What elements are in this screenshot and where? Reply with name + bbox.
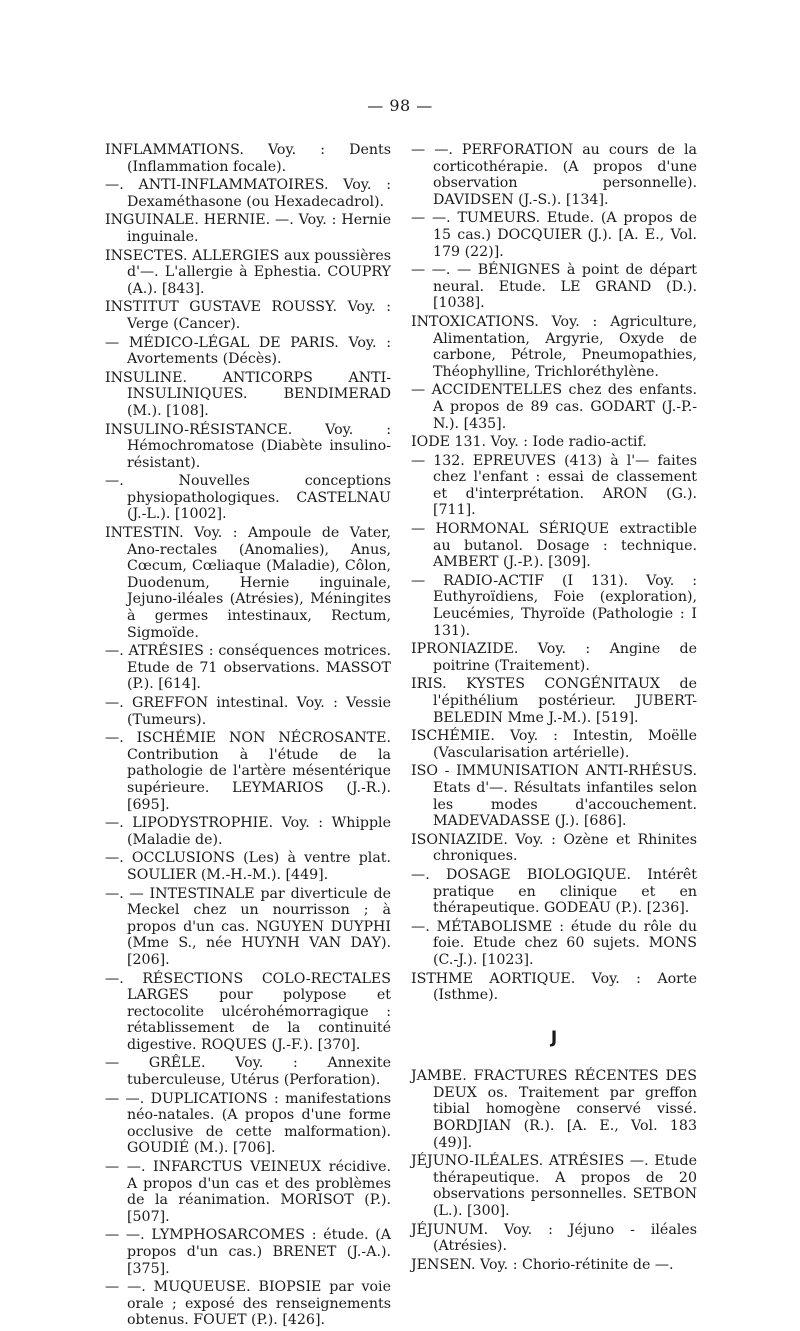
- index-entry: —. ANTI-INFLAMMATOIRES. Voy. : Dexaméthasone (ou Hexadecadrol).: [105, 177, 391, 210]
- index-entry: INFLAMMATIONS. Voy. : Dents (Inflammation focale).: [105, 142, 391, 175]
- index-entry: IRIS. KYSTES CONGÉNITAUX de l'épithélium postérieur. JUBERT-BELEDIN Mme J.-M.). [519].: [411, 676, 697, 726]
- index-entry: ISO - IMMUNISATION ANTI-RHÉSUS. Etats d'—. Résultats infantiles selon les modes d'accouchement. MADEVADASSE (J.). [686].: [411, 763, 697, 830]
- index-entry: —. — INTESTINALE par diverticule de Meckel chez un nourrisson ; à propos d'un cas. NGUYEN DUYPHI (Mme S., née HUYNH VAN DAY). [206].: [105, 885, 391, 968]
- index-entry: — —. TUMEURS. Etude. (A propos de 15 cas.) DOCQUIER (J.). [A. E., Vol. 179 (22)].: [411, 210, 697, 260]
- index-entry: —. GREFFON intestinal. Voy. : Vessie (Tumeurs).: [105, 695, 391, 728]
- index-entry: INTOXICATIONS. Voy. : Agriculture, Alimentation, Argyrie, Oxyde de carbone, Pétrole, Pneumopathies, Théophylline, Trichloréthylène.: [411, 313, 697, 380]
- index-entry: — GRÊLE. Voy. : Annexite tuberculeuse, Utérus (Perforation).: [105, 1055, 391, 1089]
- index-entry: —. MÉTABOLISME : étude du rôle du foie. Etude chez 60 sujets. MONS (C.-J.). [1023].: [411, 918, 697, 968]
- index-entry: INSULINO-RÉSISTANCE. Voy. : Hémochromatose (Diabète insulino-résistant).: [105, 421, 391, 471]
- left-column: [105, 142, 391, 1331]
- index-entry: — RADIO-ACTIF (I 131). Voy. : Euthyroïdiens, Foie (exploration), Leucémies, Thyroïde (Pathologie : I 131).: [411, 572, 697, 639]
- index-entry: INSTITUT GUSTAVE ROUSSY. Voy. : Verge (Cancer).: [105, 299, 391, 332]
- index-entry: INTESTIN. Voy. : Ampoule de Vater, Ano-rectales (Anomalies), Anus, Cœcum, Cœliaque (Maladie), Côlon, Duodenum, Hernie inguinale, Jejuno-iléales (Atrésies), Méningites à germes intestinaux, Rectum, Sigmoïde.: [105, 525, 391, 641]
- index-entry: —. ATRÉSIES : conséquences motrices. Etude de 71 observations. MASSOT (P.). [614].: [105, 643, 391, 693]
- right-column: [411, 142, 697, 1275]
- index-entry: INGUINALE. HERNIE. —. Voy. : Hernie inguinale.: [105, 212, 391, 245]
- index-entry: — MÉDICO-LÉGAL DE PARIS. Voy. : Avortements (Décès).: [105, 334, 391, 368]
- index-entry: — 132. EPREUVES (413) à l'— faites chez l'enfant : essai de classement et d'interprétation. ARON (G.). [711].: [411, 452, 697, 519]
- index-entry: IODE 131. Voy. : Iode radio-actif.: [411, 434, 647, 451]
- index-entry: —. ISCHÉMIE NON NÉCROSANTE. Contribution à l'étude de la pathologie de l'artère mésentérique supérieure. LEYMARIOS (J.-R.). [695].: [105, 730, 391, 813]
- index-entry: —. RÉSECTIONS COLO-RECTALES LARGES pour polypose et rectocolite ulcérohémorragique : rétablissement de la continuité digestive. ROQUES (J.-F.). [370].: [105, 970, 391, 1053]
- page-number: — 98 —: [367, 96, 433, 115]
- index-entry: —. OCCLUSIONS (Les) à ventre plat. SOULIER (M.-H.-M.). [449].: [105, 850, 391, 883]
- index-entry: — —. PERFORATION au cours de la corticothérapie. (A propos d'une observation personnelle). DAVIDSEN (J.-S.). [134].: [411, 142, 697, 208]
- index-entry: JENSEN. Voy. : Chorio-rétinite de —.: [411, 1256, 674, 1273]
- index-entry: — —. DUPLICATIONS : manifestations néo-natales. (A propos d'une forme occlusive de cette malformation). GOUDIÉ (M.). [706].: [105, 1090, 391, 1157]
- index-entry: —. DOSAGE BIOLOGIQUE. Intérêt pratique en clinique et en thérapeutique. GODEAU (P.). [236].: [411, 866, 697, 917]
- index-entry: — ACCIDENTELLES chez des enfants. A propos de 89 cas. GODART (J.-P.-N.). [435].: [411, 382, 697, 432]
- index-entry: ISCHÉMIE. Voy. : Intestin, Moëlle (Vascularisation artérielle).: [411, 728, 697, 761]
- index-entry: ISTHME AORTIQUE. Voy. : Aorte (Isthme).: [411, 970, 697, 1004]
- index-entry: JÉJUNUM. Voy. : Jéjuno - iléales (Atrésies).: [411, 1221, 697, 1255]
- index-entry: JAMBE. FRACTURES RÉCENTES DES DEUX os. Traitement par greffon tibial homogène conservé vissé. BORDJIAN (R.). [A. E., Vol. 183 (49)].: [411, 1068, 697, 1151]
- index-entry: — HORMONAL SÉRIQUE extractible au butanol. Dosage : technique. AMBERT (J.-P.). [309].: [411, 521, 697, 571]
- section-letter: J: [550, 1027, 558, 1048]
- index-entry: ISONIAZIDE. Voy. : Ozène et Rhinites chroniques.: [411, 831, 697, 865]
- index-entry: — —. INFARCTUS VEINEUX récidive. A propos d'un cas et des problèmes de la réanimation. MORISOT (P.). [507].: [105, 1159, 391, 1225]
- index-entry: —. LIPODYSTROPHIE. Voy. : Whipple (Maladie de).: [105, 815, 391, 848]
- index-entry: INSULINE. ANTICORPS ANTI-INSULINIQUES. BENDIMERAD (M.). [108].: [105, 369, 391, 419]
- index-entry: — —. — BÉNIGNES à point de départ neural. Etude. LE GRAND (D.). [1038].: [411, 262, 697, 312]
- index-entry: INSECTES. ALLERGIES aux poussières d'—. L'allergie à Ephestia. COUPRY (A.). [843].: [105, 247, 391, 297]
- index-entry: — —. MUQUEUSE. BIOPSIE par voie orale ; exposé des renseignements obtenus. FOUET (P.). [426].: [105, 1279, 391, 1329]
- index-entry: IPRONIAZIDE. Voy. : Angine de poitrine (Traitement).: [411, 641, 697, 674]
- index-entry: —. Nouvelles conceptions physiopathologiques. CASTELNAU (J.-L.). [1002].: [105, 473, 391, 523]
- index-entry: — —. LYMPHOSARCOMES : étude. (A propos d'un cas.) BRENET (J.-A.). [375].: [105, 1227, 391, 1277]
- index-entry: JÉJUNO-ILÉALES. ATRÉSIES —. Etude thérapeutique. A propos de 20 observations personnelles. SETBON (L.). [300].: [411, 1153, 697, 1220]
